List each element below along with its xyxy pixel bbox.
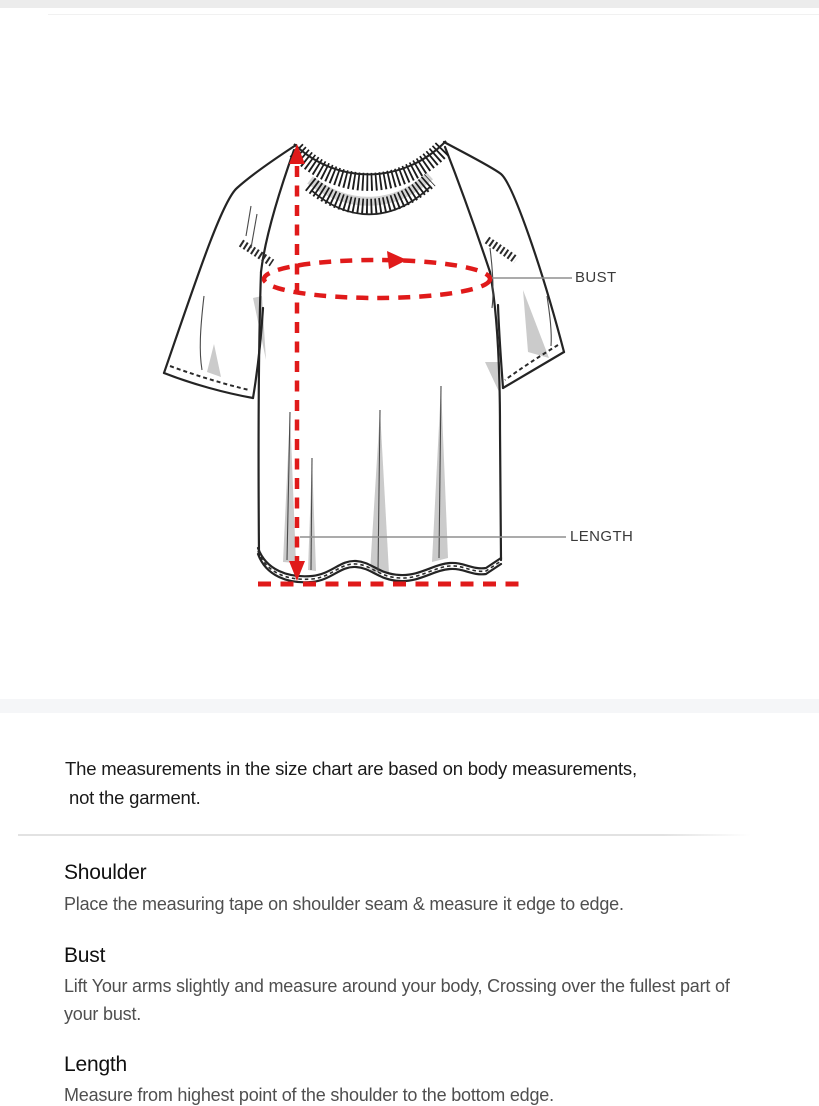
arrow-right-bust <box>387 251 407 269</box>
measurement-marks <box>258 166 521 584</box>
right-cuff-edge <box>503 352 564 388</box>
bust-section-description: Lift Your arms slightly and measure around your body, Crossing over the fullest part of your bust. <box>64 976 730 1024</box>
body-left-side <box>259 272 261 556</box>
collar <box>294 141 446 214</box>
shirt-outline <box>164 142 564 582</box>
arrow-down <box>289 561 305 581</box>
left-cuff-edge <box>164 373 253 398</box>
length-section-title: Length <box>64 1053 128 1076</box>
thin-divider-line <box>18 834 751 836</box>
left-sleeve-outer <box>164 145 296 373</box>
shoulder-section-title: Shoulder <box>64 861 147 884</box>
measurement-note-line1: The measurements in the size chart are based on body measurements, <box>65 758 637 779</box>
shoulder-section-description: Place the measuring tape on shoulder seam & measure it edge to edge. <box>64 894 624 914</box>
length-section-description: Measure from highest point of the shoulder to the bottom edge. <box>64 1085 554 1105</box>
measurement-note <box>65 754 705 812</box>
measurement-note-line2: not the garment. <box>69 787 201 808</box>
right-armhole <box>445 147 490 272</box>
bust-label: BUST <box>575 269 617 286</box>
left-armhole <box>261 150 294 272</box>
length-label: LENGTH <box>570 528 634 545</box>
section-divider-band <box>0 699 819 713</box>
left-shoulder-seam-stitch <box>241 243 272 263</box>
bust-section-title: Bust <box>64 944 106 967</box>
